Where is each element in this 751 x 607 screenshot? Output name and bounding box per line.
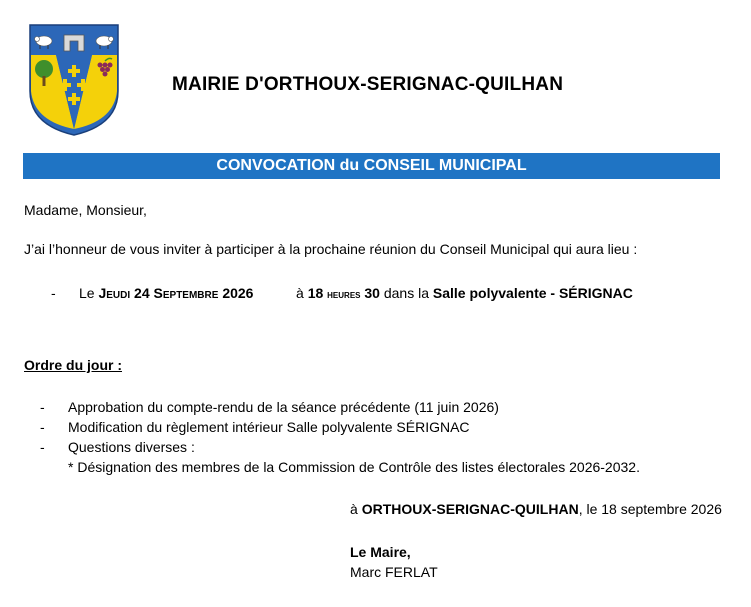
agenda-bullet-1: -: [40, 399, 45, 415]
salutation: Madame, Monsieur,: [24, 202, 147, 218]
meeting-minutes: 30: [364, 285, 380, 301]
meeting-venue: Salle polyvalente - SÉRIGNAC: [432, 285, 633, 301]
agenda-bullet-2: -: [40, 419, 45, 435]
meeting-month: Septembre: [153, 285, 219, 301]
meeting-weekday: Jeudi: [98, 285, 131, 301]
meeting-year: 2026: [222, 285, 254, 301]
agenda-item-3: Questions diverses :: [68, 439, 195, 455]
meeting-bullet: -: [51, 285, 56, 301]
signoff-prefix: à: [350, 501, 358, 517]
convocation-banner: [23, 153, 720, 179]
signature-name: Marc FERLAT: [350, 564, 438, 580]
mairie-title: MAIRIE D'ORTHOUX-SERIGNAC-QUILHAN: [172, 74, 564, 95]
signoff-line: [350, 501, 722, 517]
agenda-subitem: * Désignation des membres de la Commission de Contrôle des listes électorales 2026-2032.: [68, 459, 640, 475]
agenda-title: Ordre du jour :: [24, 357, 122, 373]
intro-text: J’ai l’honneur de vous inviter à participer à la prochaine réunion du Conseil Municipal qui aura lieu :: [24, 241, 638, 257]
meeting-a: à: [296, 285, 304, 301]
meeting-time-venue: [296, 285, 633, 301]
meeting-le: Le: [79, 285, 95, 301]
banner-title: CONVOCATION du CONSEIL MUNICIPAL: [216, 157, 527, 174]
signoff-place: ORTHOUX-SERIGNAC-QUILHAN: [361, 501, 579, 517]
agenda-item-1: Approbation du compte-rendu de la séance précédente (11 juin 2026): [68, 399, 499, 415]
agenda-bullet-3: -: [40, 439, 45, 455]
meeting-date: [79, 285, 253, 301]
agenda-item-2: Modification du règlement intérieur Salle polyvalente SÉRIGNAC: [68, 419, 470, 435]
meeting-day: 24: [134, 285, 150, 301]
coat-of-arms-icon: [26, 21, 122, 137]
meeting-hour: 18: [307, 285, 324, 301]
signature-title: Le Maire,: [350, 544, 411, 560]
signoff-date: , le 18 septembre 2026: [578, 501, 722, 517]
meeting-dans-la: dans la: [383, 285, 430, 301]
meeting-heures: heures: [327, 287, 361, 301]
